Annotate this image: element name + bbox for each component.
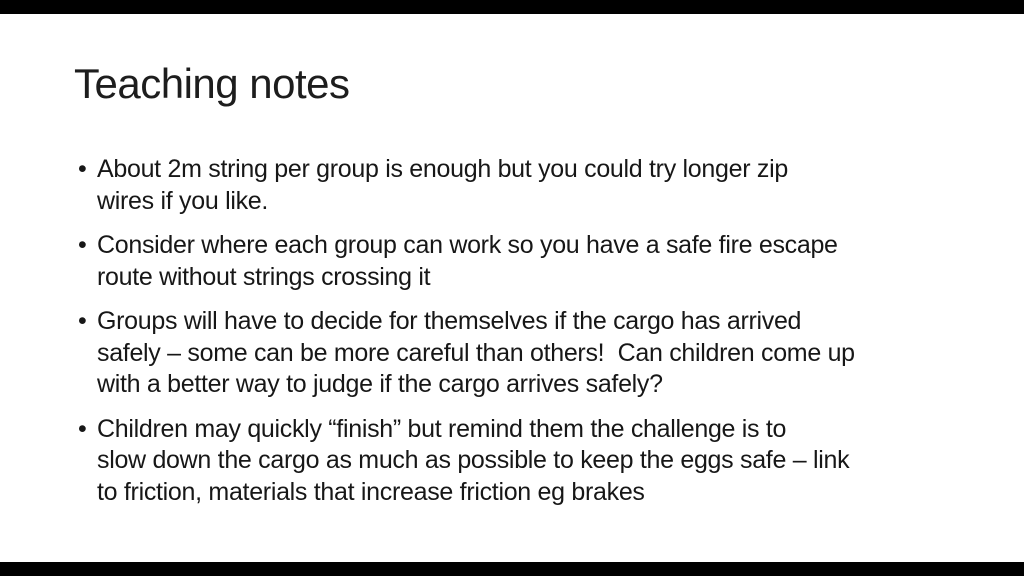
bullet-line: to friction, materials that increase friction eg brakes bbox=[97, 477, 645, 506]
bullet-line: About 2m string per group is enough but you could try longer zip bbox=[97, 155, 788, 183]
bullet-item bbox=[78, 154, 968, 217]
bullet-icon: • bbox=[78, 155, 87, 183]
bullet-line: Children may quickly “finish” but remind them the challenge is to bbox=[97, 414, 787, 443]
slide-title: Teaching notes bbox=[74, 60, 350, 107]
bullet-icon: • bbox=[78, 307, 87, 335]
bullet-item bbox=[78, 414, 968, 509]
bullet-icon: • bbox=[78, 231, 87, 259]
bullet-line: Groups will have to decide for themselves if the cargo has arrived bbox=[97, 307, 802, 335]
bullet-list bbox=[78, 154, 968, 521]
bullet-line: slow down the cargo as much as possible to keep the eggs safe – link bbox=[97, 446, 850, 474]
bullet-line: Consider where each group can work so you have a safe fire escape bbox=[97, 231, 838, 259]
bullet-icon: • bbox=[78, 414, 87, 443]
bullet-text bbox=[97, 154, 968, 217]
bullet-item bbox=[78, 230, 968, 293]
bullet-text bbox=[97, 230, 968, 293]
letterbox-top-bar bbox=[0, 0, 1024, 14]
bullet-line: route without strings crossing it bbox=[97, 262, 431, 291]
bullet-item bbox=[78, 306, 968, 401]
bullet-line: with a better way to judge if the cargo arrives safely? bbox=[97, 370, 663, 398]
letterbox-bottom-bar bbox=[0, 562, 1024, 576]
bullet-line: safely – some can be more careful than others! Can children come up bbox=[97, 338, 855, 367]
bullet-line: wires if you like. bbox=[97, 186, 269, 215]
slide-canvas bbox=[0, 14, 1024, 562]
bullet-text bbox=[97, 306, 968, 401]
bullet-text bbox=[97, 414, 968, 509]
